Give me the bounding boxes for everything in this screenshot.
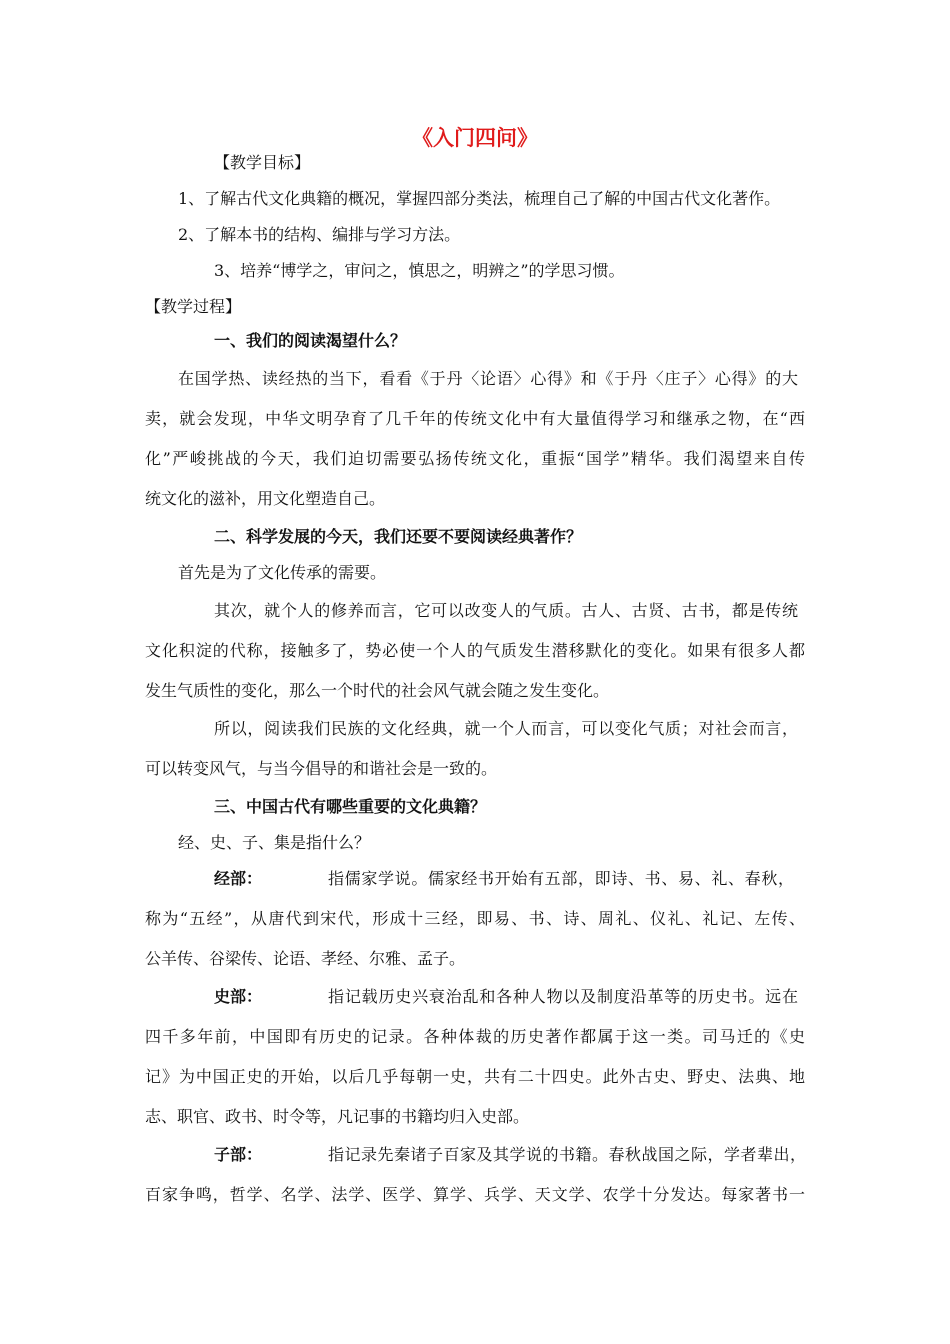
document-title: 《入门四问》: [412, 125, 538, 150]
goal-item: 1、了解古代文化典籍的概况，掌握四部分类法，梳理自己了解的中国古代文化著作。: [178, 189, 781, 208]
paragraph-line: 指记载历史兴衰治乱和各种人物以及制度沿革等的历史书。远在: [328, 987, 798, 1006]
paragraph-line: 首先是为了文化传承的需要。: [178, 563, 387, 582]
paragraph-line: 所以，阅读我们民族的文化经典，就一个人而言，可以变化气质；对社会而言，: [214, 719, 798, 738]
term-shi: 史部：: [214, 987, 263, 1006]
paragraph-line: 百家争鸣，哲学、名学、法学、医学、算学、兵学、天文学、农学十分发达。每家著书一: [145, 1185, 805, 1204]
paragraph-line: 可以转变风气，与当今倡导的和谐社会是一致的。: [145, 759, 498, 778]
paragraph-line: 其次，就个人的修养而言，它可以改变人的气质。古人、古贤、古书，都是传统: [214, 601, 798, 620]
paragraph-line: 卖，就会发现，中华文明孕育了几千年的传统文化中有大量值得学习和继承之物，在“西: [145, 409, 805, 428]
process-heading: 【教学过程】: [145, 297, 242, 316]
paragraph-line: 发生气质性的变化，那么一个时代的社会风气就会随之发生变化。: [145, 681, 610, 700]
goals-heading: 【教学目标】: [214, 153, 311, 172]
term-jing: 经部：: [214, 869, 263, 888]
section-heading: 二、科学发展的今天，我们还要不要阅读经典著作？: [214, 527, 583, 546]
term-zi: 子部：: [214, 1145, 263, 1164]
paragraph-line: 在国学热、读经热的当下，看看《于丹〈论语〉心得》和《于丹〈庄子〉心得》的大: [178, 369, 798, 388]
goal-item: 3、培养“博学之，审问之，慎思之，明辨之”的学思习惯。: [214, 261, 625, 280]
question-line: 经、史、子、集是指什么？: [178, 833, 371, 852]
paragraph-line: 称为“五经”，从唐代到宋代，形成十三经，即易、书、诗、周礼、仪礼、礼记、左传、: [145, 909, 805, 928]
paragraph-line: 记》为中国正史的开始，以后几乎每朝一史，共有二十四史。此外古史、野史、法典、地: [145, 1067, 805, 1086]
goal-item: 2、了解本书的结构、编排与学习方法。: [178, 225, 461, 244]
paragraph-line: 文化积淀的代称，接触多了，势必使一个人的气质发生潜移默化的变化。如果有很多人都: [145, 641, 805, 660]
paragraph-line: 指记录先秦诸子百家及其学说的书籍。春秋战国之际，学者辈出，: [328, 1145, 806, 1164]
paragraph-line: 四千多年前，中国即有历史的记录。各种体裁的历史著作都属于这一类。司马迁的《史: [145, 1027, 805, 1046]
paragraph-line: 统文化的滋补，用文化塑造自己。: [145, 489, 386, 508]
section-heading: 一、我们的阅读渴望什么？: [214, 331, 407, 350]
section-heading: 三、中国古代有哪些重要的文化典籍？: [214, 797, 487, 816]
paragraph-line: 指儒家学说。儒家经书开始有五部，即诗、书、易、礼、春秋，: [328, 869, 794, 888]
paragraph-line: 化”严峻挑战的今天，我们迫切需要弘扬传统文化，重振“国学”精华。我们渴望来自传: [145, 449, 805, 468]
paragraph-line: 公羊传、谷梁传、论语、孝经、尔雅、孟子。: [145, 949, 466, 968]
paragraph-line: 志、职官、政书、时令等，凡记事的书籍均归入史部。: [145, 1107, 530, 1126]
